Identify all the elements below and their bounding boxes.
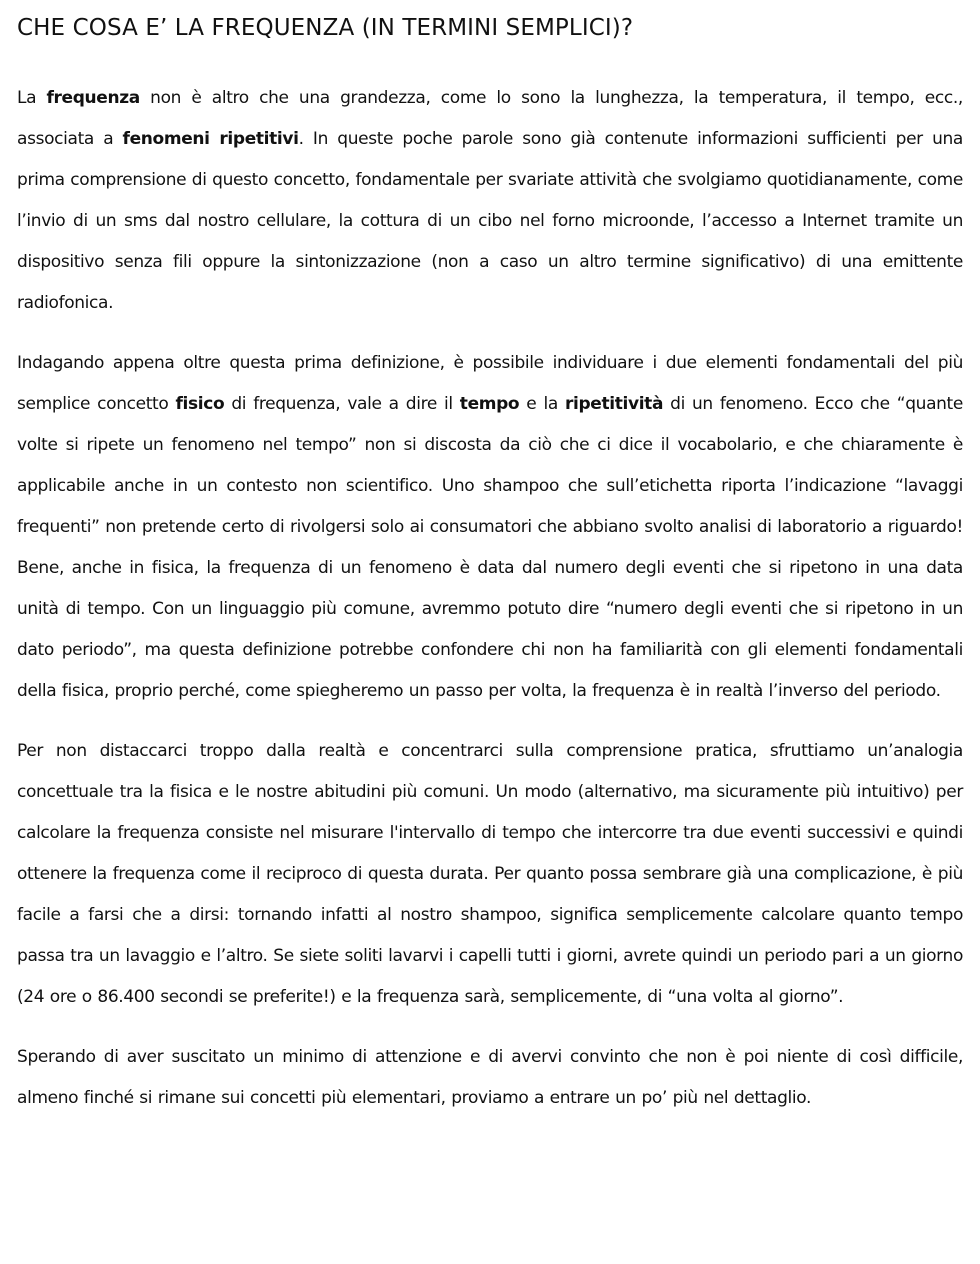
paragraph-2 xyxy=(17,343,963,712)
paragraph-1 xyxy=(17,78,963,324)
bold-term-fisico: fisico xyxy=(175,394,225,414)
bold-term-frequenza: frequenza xyxy=(46,88,140,108)
text-segment: di un fenomeno. Ecco che “quante volte si ripete un fenomeno nel tempo” non si discosta da ciò che ci dice il vocabolario, e che chiaramente è applicabile anche in un contesto non scientifico. Uno shampoo che sull’etichetta riporta l’indicazione “lavaggi frequenti” non pretende certo di rivolgersi solo ai consumatori che abbiano svolto analisi di laboratorio a riguardo! Bene, anche in fisica, la frequenza di un fenomeno è data dal numero degli eventi che si ripetono in una data unità di tempo. Con un linguaggio più comune, avremmo potuto dire “numero degli eventi che si ripetono in un dato periodo”, ma questa definizione potrebbe confondere chi non ha familiarità con gli elementi fondamentali della fisica, proprio perché, come spiegheremo un passo per volta, la frequenza è in realtà l’inverso del periodo. xyxy=(17,394,963,701)
paragraph-3 xyxy=(17,731,963,1018)
paragraph-4 xyxy=(17,1037,963,1119)
text-segment: Per non distaccarci troppo dalla realtà e concentrarci sulla comprensione pratica, sfruttiamo un’analogia concettuale tra la fisica e le nostre abitudini più comuni. Un modo (alternativo, ma sicuramente più intuitivo) per calcolare la frequenza consiste nel misurare l'intervallo di tempo che intercorre tra due eventi successivi e quindi ottenere la frequenza come il reciproco di questa durata. Per quanto possa sembrare già una complicazione, è più facile a farsi che a dirsi: tornando infatti al nostro shampoo, significa semplicemente calcolare quanto tempo passa tra un lavaggio e l’altro. Se siete soliti lavarvi i capelli tutti i giorni, avrete quindi un periodo pari a un giorno (24 ore o 86.400 secondi se preferite!) e la frequenza sarà, semplicemente, di “una volta al giorno”. xyxy=(17,741,963,1007)
text-segment: non è altro che una grandezza, come lo sono la lunghezza, la temperatura, il tempo, ecc., associata a xyxy=(17,88,963,149)
text-segment: Sperando di aver suscitato un minimo di attenzione e di avervi convinto che non è poi niente di così difficile, almeno finché si rimane sui concetti più elementari, proviamo a entrare un po’ più nel dettaglio. xyxy=(17,1047,963,1108)
text-segment: . In queste poche parole sono già contenute informazioni sufficienti per una prima comprensione di questo concetto, fondamentale per svariate attività che svolgiamo quotidianamente, come l’invio di un sms dal nostro cellulare, la cottura di un cibo nel forno microonde, l’accesso a Internet tramite un dispositivo senza fili oppure la sintonizzazione (non a caso un altro termine significativo) di una emittente radiofonica. xyxy=(17,129,963,313)
bold-term-tempo: tempo xyxy=(459,394,520,414)
text-segment: La xyxy=(17,88,47,108)
bold-term-ripetitivita: ripetitività xyxy=(564,394,664,414)
document-title: CHE COSA E’ LA FREQUENZA (IN TERMINI SEMPLICI)? xyxy=(17,15,634,41)
text-segment: Indagando appena oltre questa prima definizione, è possibile individuare i due elementi fondamentali del più semplice concetto xyxy=(17,353,963,414)
text-segment: di frequenza, vale a dire il xyxy=(224,394,460,414)
bold-term-fenomeni-ripetitivi: fenomeni ripetitivi xyxy=(122,129,299,149)
document-page xyxy=(17,12,963,1119)
text-segment: e la xyxy=(519,394,565,414)
